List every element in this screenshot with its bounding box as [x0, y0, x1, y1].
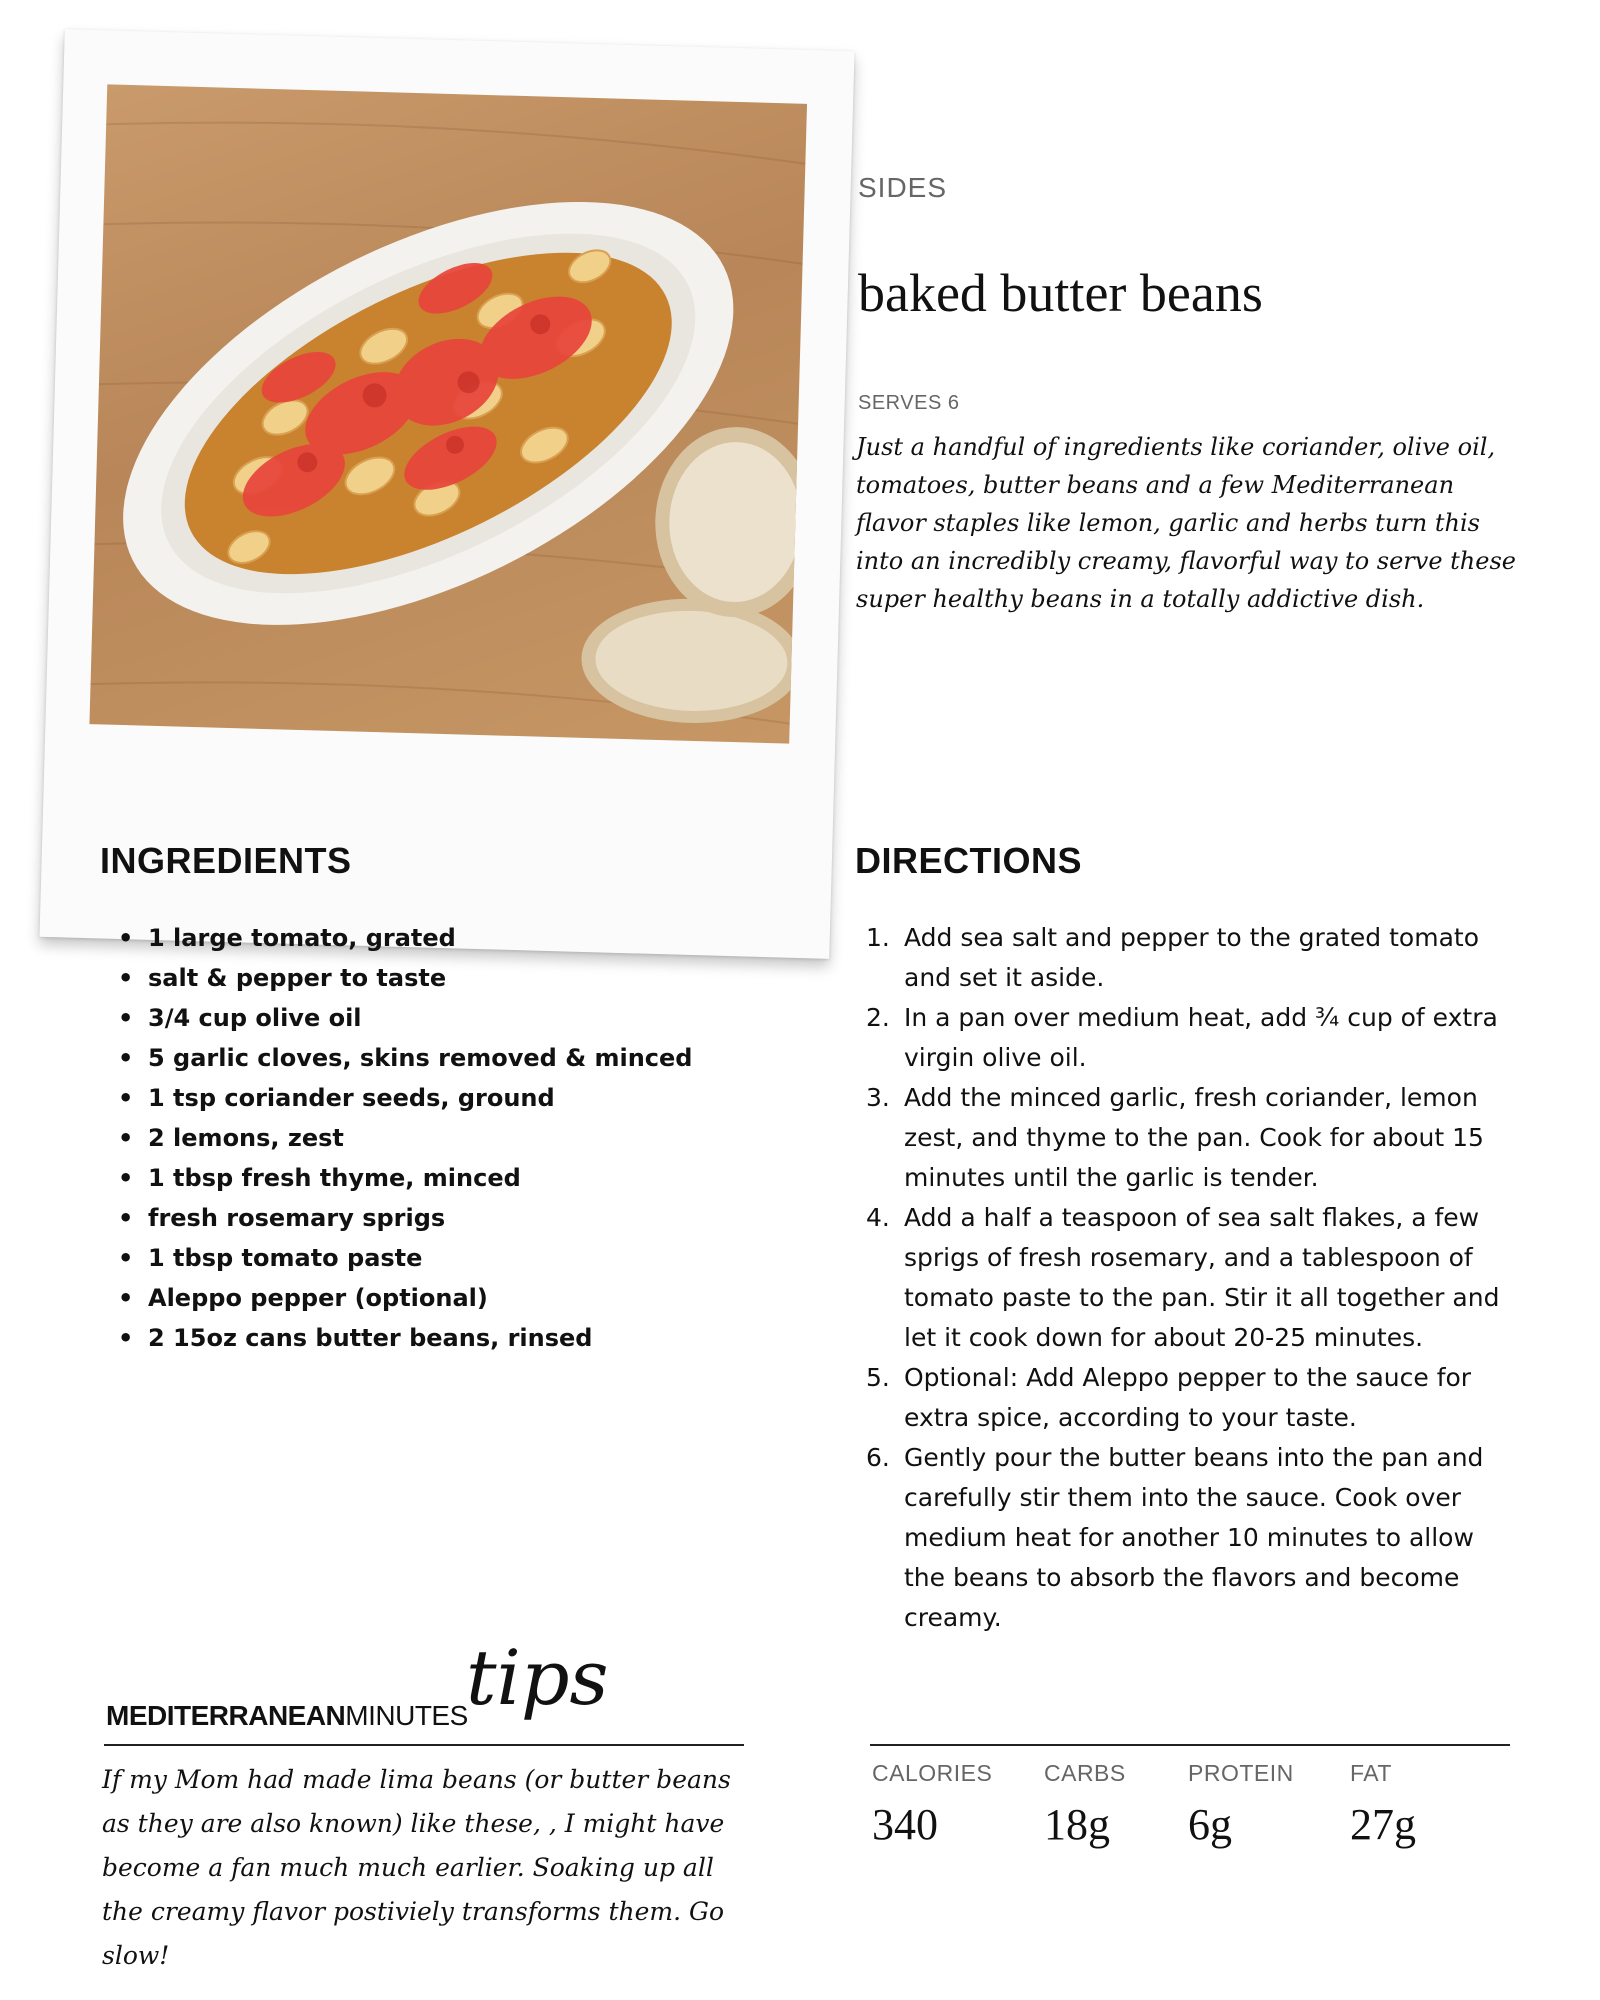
ingredients-list	[112, 918, 752, 1358]
ingredient-item: • fresh rosemary sprigs	[112, 1198, 752, 1238]
step-text: Add a half a teaspoon of sea salt flakes, a few sprigs of fresh rosemary, and a tablespoon of tomato paste to the pan. Stir it all together and let it cook down for about 20-25 minutes.	[904, 1203, 1500, 1352]
directions-list	[866, 918, 1516, 1638]
nutrition-protein	[1188, 1760, 1294, 1850]
direction-step	[866, 918, 1516, 998]
baked-beans-photo-illustration	[89, 84, 807, 743]
ingredient-item: • 2 lemons, zest	[112, 1118, 752, 1158]
step-text: Add sea salt and pepper to the grated tomato and set it aside.	[904, 923, 1479, 992]
nutrition-label: CARBS	[1044, 1760, 1126, 1786]
ingredient-item: • 1 large tomato, grated	[112, 918, 752, 958]
nutrition-carbs	[1044, 1760, 1126, 1850]
step-text: In a pan over medium heat, add ¾ cup of extra virgin olive oil.	[904, 1003, 1498, 1072]
step-number: 4.	[866, 1203, 890, 1232]
step-number: 3.	[866, 1083, 890, 1112]
nutrition-value: 6g	[1188, 1800, 1232, 1849]
ingredient-item: • 1 tbsp fresh thyme, minced	[112, 1158, 752, 1198]
ingredients-heading: INGREDIENTS	[100, 840, 352, 881]
ingredient-item: • 5 garlic cloves, skins removed & minced	[112, 1038, 752, 1078]
step-number: 1.	[866, 923, 890, 952]
nutrition-calories	[872, 1760, 992, 1850]
direction-step	[866, 1358, 1516, 1438]
brand-light: MINUTES	[345, 1700, 468, 1731]
nutrition-value: 340	[872, 1800, 938, 1849]
nutrition-divider	[870, 1744, 1510, 1746]
direction-step	[866, 1198, 1516, 1358]
nutrition-label: FAT	[1350, 1760, 1392, 1786]
nutrition-label: PROTEIN	[1188, 1760, 1294, 1786]
nutrition-label: CALORIES	[872, 1760, 993, 1786]
tips-divider	[104, 1744, 744, 1746]
ingredient-item: • 2 15oz cans butter beans, rinsed	[112, 1318, 752, 1358]
recipe-title: baked butter beans	[858, 263, 1263, 323]
step-number: 5.	[866, 1363, 890, 1392]
direction-step	[866, 998, 1516, 1078]
nutrition-value: 27g	[1350, 1800, 1416, 1849]
directions-heading: DIRECTIONS	[855, 840, 1083, 881]
recipe-photo-frame	[39, 29, 854, 959]
nutrition-fat	[1350, 1760, 1416, 1850]
recipe-category: SIDES	[858, 172, 948, 203]
step-number: 6.	[866, 1443, 890, 1472]
ingredient-item: • 1 tbsp tomato paste	[112, 1238, 752, 1278]
serves-count: SERVES 6	[858, 392, 960, 414]
ingredient-item: • Aleppo pepper (optional)	[112, 1278, 752, 1318]
tips-brand-logo	[106, 1700, 468, 1732]
recipe-photo	[89, 84, 807, 743]
tips-text: If my Mom had made lima beans (or butter beans as they are also known) like these, , I might have become a fan much much earlier. Soaking up all the creamy flavor postiviely transforms them. Go slow!	[102, 1765, 731, 1970]
ingredient-item: • salt & pepper to taste	[112, 958, 752, 998]
ingredient-item: • 3/4 cup olive oil	[112, 998, 752, 1038]
ingredient-item: • 1 tsp coriander seeds, ground	[112, 1078, 752, 1118]
nutrition-value: 18g	[1044, 1800, 1110, 1849]
brand-bold: MEDITERRANEAN	[106, 1700, 346, 1731]
tips-script-title: tips	[466, 1633, 609, 1722]
direction-step	[866, 1438, 1516, 1638]
step-text: Optional: Add Aleppo pepper to the sauce for extra spice, according to your taste.	[904, 1363, 1472, 1432]
step-text: Gently pour the butter beans into the pan and carefully stir them into the sauce. Cook over medium heat for another 10 minutes to allow the beans to absorb the flavors and become creamy.	[904, 1443, 1484, 1632]
step-number: 2.	[866, 1003, 890, 1032]
recipe-description: Just a handful of ingredients like coriander, olive oil, tomatoes, butter beans and a few Mediterranean flavor staples like lemon, garlic and herbs turn this into an incredibly creamy, flavorful way to serve these super healthy beans in a totally addictive dish.	[856, 433, 1516, 613]
direction-step	[866, 1078, 1516, 1198]
step-text: Add the minced garlic, fresh coriander, lemon zest, and thyme to the pan. Cook for about 15 minutes until the garlic is tender.	[904, 1083, 1484, 1192]
